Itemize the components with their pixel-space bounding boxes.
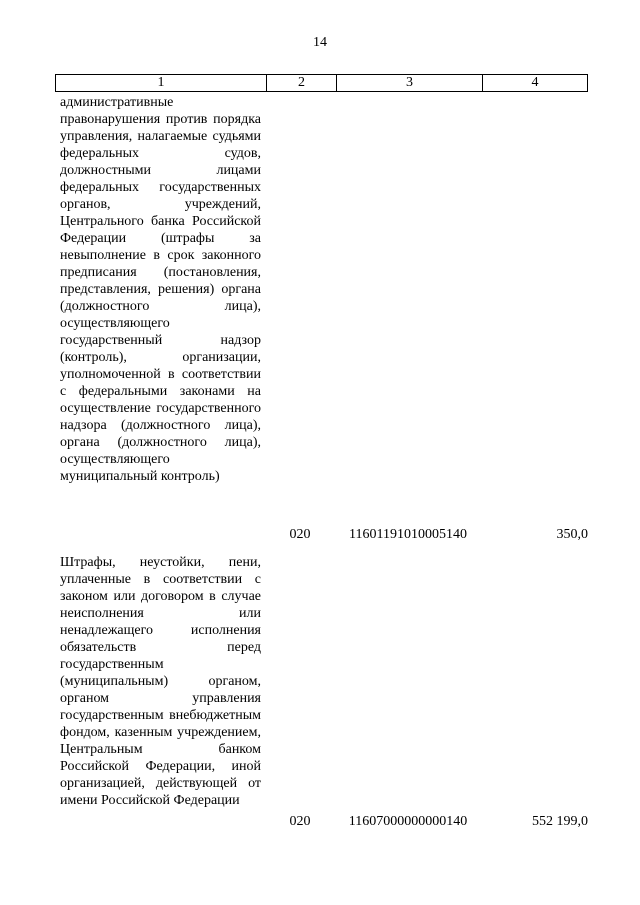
page-number: 14 [313, 35, 327, 50]
header-col-2: 2 [267, 75, 337, 92]
header-row [56, 75, 588, 92]
table-header [55, 74, 588, 92]
row-amount: 552 199,0 [532, 814, 588, 829]
row-amount: 350,0 [556, 527, 588, 542]
row-description: Штрафы, неустойки, пени, уплаченные в соответствии с законом или договором в случае неисполнения или ненадлежащего исполнения обязательств перед государственным (муниципальным) органом, органом управления государственным внебюджетным фондом, казенным учреждением, Центральным банком Российской Федерации, иной организацией, действующей от имени Российской Федерации [60, 555, 261, 808]
header-col-1: 1 [56, 75, 267, 92]
row-budget-code: 11601191010005140 [349, 527, 467, 542]
row-admin-code: 020 [289, 814, 311, 829]
row-budget-code: 11607000000000140 [348, 814, 468, 829]
header-col-3: 3 [337, 75, 483, 92]
row-description: административные правонарушения против порядка управления, налагаемые судьями федеральных судов, должностными лицами федеральных государственных органов, учреждений, Центрального банка Российской Федерации (штрафы за невыполнение в срок законного предписания (постановления, представления, решения) органа (должностного лица), осуществляющего государственный надзор (контроль), организации, уполномоченной в соответствии с федеральными законами на осуществление государственного надзора (должностного лица), органа (должностного лица), осуществляющего муниципальный контроль) [60, 95, 261, 484]
header-col-4: 4 [483, 75, 588, 92]
row-admin-code: 020 [289, 527, 311, 542]
